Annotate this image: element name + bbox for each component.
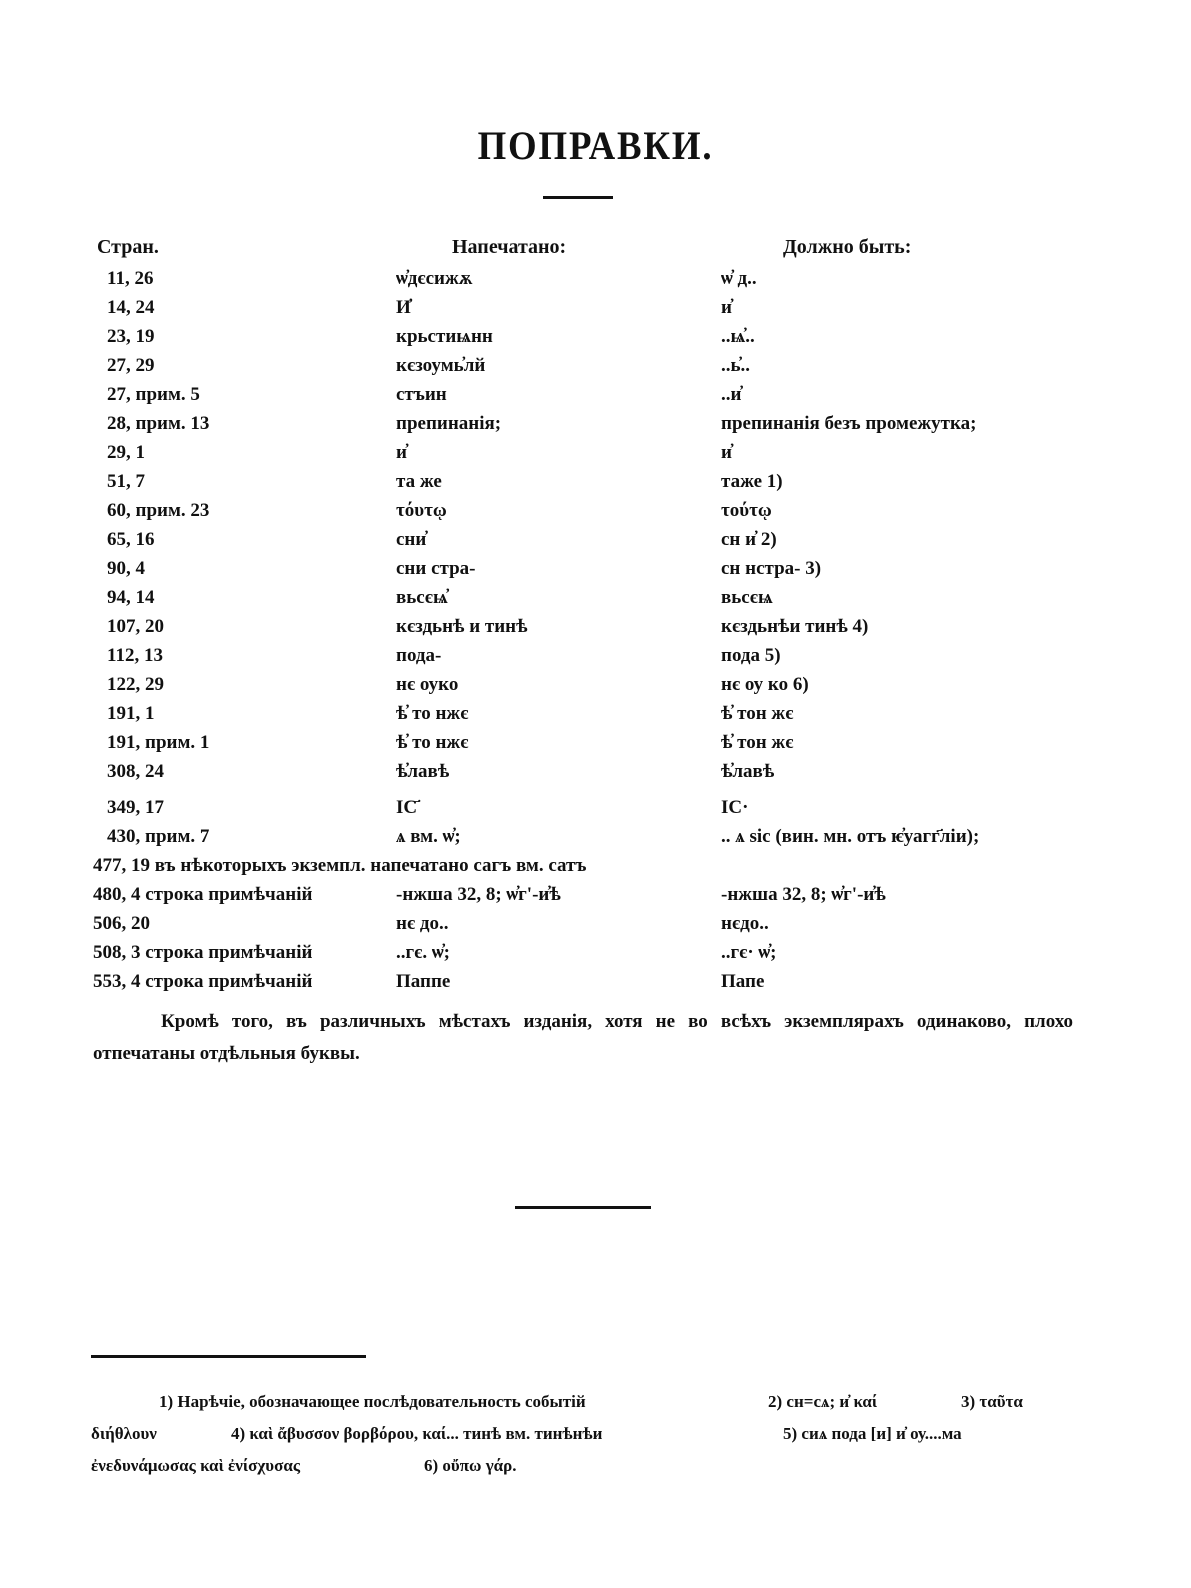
row-page: 308, 24 [107,761,164,782]
table-row [0,384,1191,413]
errata-table [0,268,1191,1000]
table-row [0,674,1191,703]
table-row [0,761,1191,797]
footnote-line [91,1450,1081,1482]
row-page: 191, 1 [107,703,155,724]
row-should: -нжша 32, 8; ѡ҆г'-и҆ѣ [721,884,886,905]
table-row [0,500,1191,529]
row-printed: кєздьнѣ и тинѣ [396,616,528,637]
row-note: 477, 19 въ нѣкоторыхъ экземпл. напечатано сагъ вм. сатъ [93,855,587,876]
footnote-text: διήθλουν [91,1424,157,1443]
row-printed: сни҆ [396,529,427,550]
section-divider [515,1206,651,1209]
row-should: .. ѧ sic (вин. мн. отъ ѥ҆уагг҃ліи); [721,826,980,847]
footnote-text: 3) ταῦτα [961,1392,1023,1411]
row-page: 27, 29 [107,355,155,376]
table-row [0,355,1191,384]
row-printed: ІС҃ [396,797,418,818]
row-page: 94, 14 [107,587,155,608]
row-should: сн и҆ 2) [721,529,777,550]
table-row [0,942,1191,971]
table-row [0,297,1191,326]
row-page: 23, 19 [107,326,155,347]
row-page: 90, 4 [107,558,145,579]
row-page: 506, 20 [93,913,150,934]
row-should: сн нстра- 3) [721,558,822,579]
table-row [0,616,1191,645]
row-printed: ѧ вм. ѡ҆; [396,826,461,847]
table-row [0,471,1191,500]
footnote-text: 6) οὔπω γάρ. [424,1456,517,1475]
row-printed: вьсєѩ҆ [396,587,448,608]
row-should: нє оу ко 6) [721,674,809,695]
row-should: ѡ҆ д.. [721,268,757,289]
row-page: 191, прим. 1 [107,732,210,753]
row-printed: ѣ҆лавѣ [396,761,450,782]
footnote-text: 4) καὶ ἄβυσσον βορβόρου, καί... тинѣ вм. тинѣнѣи [231,1424,603,1443]
table-row [0,797,1191,826]
row-printed: стъин [396,384,447,405]
row-printed: И҆ [396,297,411,318]
table-row [0,826,1191,855]
table-row [0,971,1191,1000]
row-printed: нє оуко [396,674,459,695]
table-row [0,587,1191,616]
footnote-text: 1) Нарѣчіе, обозначающее послѣдовательность событій [159,1392,586,1411]
row-should: пода 5) [721,645,781,666]
row-printed: кєзоумь҆лй [396,355,486,376]
row-page: 349, 17 [107,797,164,818]
row-should: ІС· [721,797,749,818]
row-should: Папе [721,971,765,992]
row-should: нєдо.. [721,913,769,934]
row-printed: ѣ҆ то нжє [396,732,469,753]
table-row [0,884,1191,913]
table-row [0,645,1191,674]
row-printed: Паппе [396,971,451,992]
row-page: 122, 29 [107,674,164,695]
footnote-divider [91,1355,366,1358]
row-printed: нє до.. [396,913,449,934]
table-row-note [0,855,1191,884]
row-should: ѣ҆лавѣ [721,761,775,782]
footnote-line [91,1418,1081,1450]
row-should: ..и҆ [721,384,742,405]
row-printed: -нжша 32, 8; ѡ҆г'-и҆ѣ [396,884,561,905]
row-should: ѣ҆ тон жє [721,703,794,724]
header-should-be: Должно быть: [783,236,912,258]
table-row [0,558,1191,587]
row-printed: τόυτῳ [396,500,447,521]
footnote-text: ἐνεδυνάμωσας καὶ ἐνίσχυσας [91,1456,300,1475]
row-page: 430, прим. 7 [107,826,210,847]
row-printed: та же [396,471,442,492]
row-page: 553, 4 строка примѣчаній [93,971,313,992]
row-printed: ѣ҆ то нжє [396,703,469,724]
row-should: вьсєѩ [721,587,773,608]
footnote-text: 2) сн=сѧ; и҆ καί [768,1392,878,1411]
row-should: ..ь҆.. [721,355,751,376]
row-page: 28, прим. 13 [107,413,210,434]
title-divider [543,196,613,199]
table-header [0,236,1191,264]
row-page: 60, прим. 23 [107,500,210,521]
footnotes [91,1386,1081,1482]
row-should: τούτῳ [721,500,772,521]
table-row [0,442,1191,471]
page-title: ПОПРАВКИ. [477,123,714,168]
row-page: 51, 7 [107,471,145,492]
row-page: 480, 4 строка примѣчаній [93,884,313,905]
header-printed: Напечатано: [452,236,567,258]
row-page: 29, 1 [107,442,145,463]
row-page: 11, 26 [107,268,154,289]
row-printed: ..гє. ѡ҆; [396,942,450,963]
row-printed: крьстиѩнн [396,326,493,347]
row-printed: пода- [396,645,442,666]
row-page: 27, прим. 5 [107,384,200,405]
row-printed: препинанія; [396,413,502,434]
table-row [0,913,1191,942]
table-row [0,732,1191,761]
row-should: кєздьнѣи тинѣ 4) [721,616,869,637]
row-should: и҆ [721,442,732,463]
row-printed: и҆ [396,442,407,463]
table-row [0,268,1191,297]
row-should: препинанія безъ промежутка; [721,413,977,434]
row-should: ..ѩ҆.. [721,326,755,347]
table-row [0,326,1191,355]
row-should: ѣ҆ тон жє [721,732,794,753]
row-page: 112, 13 [107,645,163,666]
row-should: таже 1) [721,471,783,492]
row-page: 14, 24 [107,297,155,318]
row-printed: сни стра- [396,558,476,579]
closing-paragraph: Кромѣ того, въ различныхъ мѣстахъ изданія, хотя не во всѣхъ экземплярахъ одинаково, плохо отпечатаны отдѣльныя буквы. [93,1011,1073,1064]
table-row [0,703,1191,732]
row-page: 508, 3 строка примѣчаній [93,942,313,963]
row-should: и҆ [721,297,732,318]
footnote-line [91,1386,1081,1418]
table-row [0,413,1191,442]
table-row [0,529,1191,558]
row-should: ..гє· ѡ҆; [721,942,777,963]
footnote-text: 5) сиѧ пода [и] и҆ оу....ма [783,1424,962,1443]
row-page: 65, 16 [107,529,155,550]
row-page: 107, 20 [107,616,164,637]
row-printed: ѡ҆дєсижѫ [396,268,473,289]
header-page: Стран. [97,236,159,258]
